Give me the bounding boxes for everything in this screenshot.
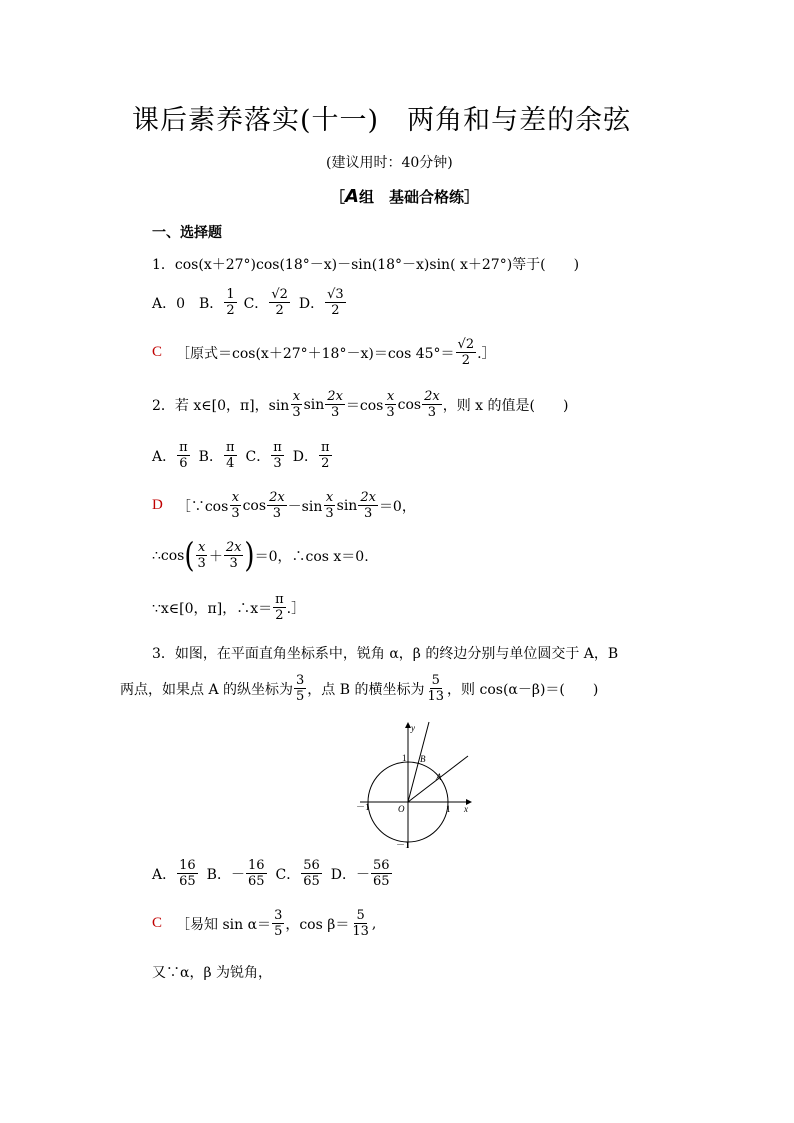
- q3-stem-line2: [120, 673, 598, 704]
- q3-ex1-a: ［易知 sin α＝: [176, 916, 272, 933]
- label-x: x: [464, 804, 468, 814]
- q2-solution-line3: [152, 592, 305, 623]
- q1-opt-ab: A．0 B．: [152, 295, 224, 312]
- group-heading: [330, 186, 479, 207]
- q2-optC-frac: $\frac{\pi}{3}$: [273, 440, 282, 471]
- q2-ex1-frac4: $\frac{2x}{3}$: [360, 490, 376, 521]
- group-bracket-close: ］: [463, 188, 479, 206]
- group-text: 组 基础合格练: [358, 188, 464, 206]
- q2-ex2-frac1: $\frac{x}{3}$: [197, 540, 206, 571]
- q2-ex1-c: －sin: [287, 498, 323, 515]
- q1-explain: ［原式＝cos(x＋27°＋18°－x)＝cos 45°＝: [176, 345, 455, 362]
- q2-frac2: $\frac{2x}{3}$: [327, 389, 343, 420]
- q2-ex1-b: cos: [242, 497, 267, 514]
- section-heading: 一、选择题: [152, 225, 222, 241]
- q3-optD-frac: $\frac{56}{65}$: [373, 858, 390, 889]
- q1-stem: 1．cos(x＋27°)cos(18°－x)－sin(18°－x)sin( x＋27°)等于( ): [152, 257, 580, 273]
- q3-optC-frac: $\frac{56}{65}$: [303, 858, 320, 889]
- label-neg1-left: －1: [356, 802, 370, 812]
- q2-stem-e: ，则 x 的值是( ): [442, 397, 569, 414]
- q2-ex3-a: ∵x∈[0，π]，∴x＝: [152, 600, 273, 617]
- q1-optD-label: D．: [298, 295, 325, 312]
- q3-optA-label: A．: [152, 866, 177, 883]
- q2-optA-label: A．: [152, 448, 177, 465]
- q1-explain-end: .］: [477, 345, 496, 362]
- q3-ex1-b: ，cos β＝: [285, 916, 350, 933]
- label-neg1-bottom: －1: [396, 840, 410, 850]
- q2-optB-frac: $\frac{\pi}{4}$: [225, 440, 235, 471]
- q2-ex1-frac3: $\frac{x}{3}$: [325, 490, 334, 521]
- q2-optC-label: C．: [245, 448, 271, 465]
- q3-solution-line1: [152, 908, 376, 939]
- q2-frac1: $\frac{x}{3}$: [292, 389, 301, 420]
- q3-optD-label: D．－: [330, 866, 371, 883]
- q2-solution-line2: [152, 536, 369, 575]
- q3-optB-label: B．－: [206, 866, 245, 883]
- q2-frac3: $\frac{x}{3}$: [386, 389, 395, 420]
- q3-optC-label: C．: [275, 866, 301, 883]
- label-B: B: [420, 754, 426, 764]
- q3-optB-frac: $\frac{16}{65}$: [247, 858, 265, 889]
- q2-ex1-frac1: $\frac{x}{3}$: [231, 490, 240, 521]
- label-A: A: [436, 772, 442, 782]
- q2-ex2-frac2: $\frac{2x}{3}$: [225, 540, 242, 571]
- q2-frac4: $\frac{2x}{3}$: [424, 389, 440, 420]
- q2-stem: [152, 389, 568, 420]
- q2-optD-frac: $\frac{\pi}{2}$: [321, 440, 330, 471]
- q2-ex1-e: ＝0，: [378, 498, 416, 515]
- label-O: O: [398, 804, 405, 814]
- q1-optB-frac: $\frac{1}{2}$: [226, 287, 235, 318]
- q1-optC-frac: $\frac{√2}{2}$: [271, 287, 288, 318]
- q1-solution: [152, 337, 496, 368]
- q3-ex1-frac2: $\frac{5}{13}$: [352, 908, 369, 939]
- q3-stem2-c: ，则 cos(α－β)＝( ): [447, 681, 599, 698]
- q1-options: [152, 287, 347, 318]
- group-letter: A: [345, 186, 359, 207]
- q3-frac2: $\frac{5}{13}$: [427, 673, 445, 704]
- q3-ex1-frac1: $\frac{3}{5}$: [274, 908, 283, 939]
- q2-stem-b: sin: [303, 396, 325, 413]
- group-bracket-open: ［: [330, 188, 346, 206]
- page-title: 课后素养落实(十一) 两角和与差的余弦: [132, 105, 632, 136]
- q3-stem2-b: ，点 B 的横坐标为: [307, 681, 425, 698]
- q3-solution-line2: 又∵α，β 为锐角，: [152, 965, 272, 981]
- label-y: y: [411, 723, 415, 733]
- q2-ex2-a: ∴cos: [152, 547, 185, 564]
- q2-ex2-b: ＝0，∴cos x＝0.: [254, 548, 369, 565]
- q3-options: [152, 858, 393, 889]
- q1-explain-frac: $\frac{√2}{2}$: [457, 337, 475, 368]
- suggested-time: (建议用时：40分钟): [326, 155, 453, 171]
- label-one-right: 1: [446, 804, 451, 814]
- q1-answer: C: [152, 344, 163, 360]
- q2-optA-frac: $\frac{\pi}{6}$: [179, 440, 188, 471]
- q2-options: [152, 440, 333, 471]
- paren-open: (: [184, 536, 195, 575]
- q2-optB-label: B．: [198, 448, 223, 465]
- q2-optD-label: D．: [292, 448, 319, 465]
- q2-stem-c: ＝cos: [345, 397, 384, 414]
- q2-ex1-d: sin: [336, 497, 358, 514]
- q1-optC-label: C．: [243, 295, 269, 312]
- unit-circle-figure: [350, 720, 480, 850]
- q3-optA-frac: $\frac{16}{65}$: [179, 858, 196, 889]
- paren-close: ): [244, 536, 255, 575]
- q3-stem2-a: 两点，如果点 A 的纵坐标为: [120, 681, 294, 698]
- label-one-top: 1: [402, 753, 407, 763]
- q3-frac1: $\frac{3}{5}$: [296, 673, 305, 704]
- q2-ex2-plus: ＋: [208, 548, 223, 565]
- q2-ex1-frac2: $\frac{2x}{3}$: [269, 490, 285, 521]
- q3-ex1-c: ,: [371, 915, 377, 932]
- q3-stem-line1: 3．如图，在平面直角坐标系中，锐角 α，β 的终边分别与单位圆交于 A，B: [152, 646, 619, 662]
- q1-optD-frac: $\frac{√3}{2}$: [327, 287, 344, 318]
- q2-ex3-b: .］: [286, 600, 306, 617]
- q2-stem-d: cos: [397, 396, 422, 413]
- q2-solution-line1: [152, 490, 416, 521]
- q2-ex3-frac: $\frac{\pi}{2}$: [275, 592, 284, 623]
- q3-answer: C: [152, 915, 163, 931]
- q2-stem-a: 2．若 x∈[0，π]，sin: [152, 397, 290, 414]
- q2-ex1-a: ［∵cos: [176, 498, 229, 515]
- q2-answer: D: [152, 497, 163, 513]
